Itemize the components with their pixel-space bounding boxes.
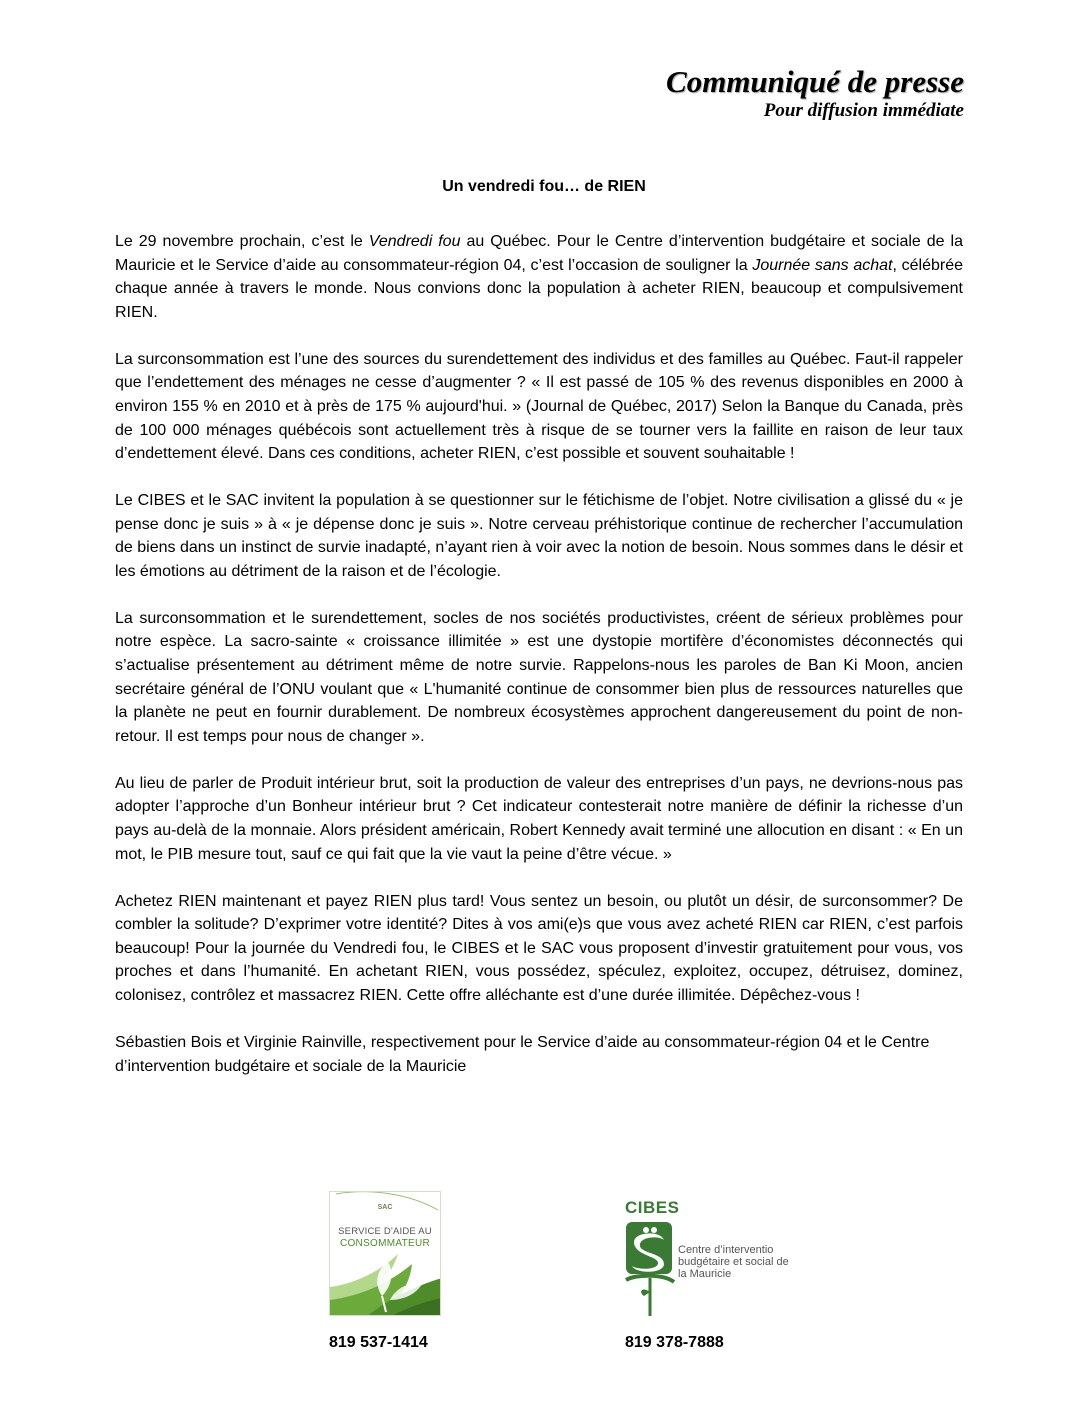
paragraph-1-text-b: au Québec. Pour le Centre d’intervention budgétaire et sociale de la Mauricie et le Service d’aide au consommateur-région 04, c’est l’occasion de souligner la xyxy=(115,233,964,274)
cibes-name: Centre d’interventio budgétaire et social de la Mauricie xyxy=(678,1244,789,1280)
press-release-header xyxy=(666,64,964,122)
paragraph-1 xyxy=(115,230,963,324)
signature: Sébastien Bois et Virginie Rainville, respectivement pour le Service d’aide au consommateur-région 04 et le Centre d’intervention budgétaire et sociale de la Mauricie xyxy=(115,1033,930,1075)
headline: Un vendredi fou… de RIEN xyxy=(442,178,646,195)
paragraph-1-emphasis-a: Vendredi fou xyxy=(368,233,461,250)
document-subtitle: Pour diffusion immédiate xyxy=(763,100,964,121)
body-text xyxy=(115,230,963,1078)
paragraph-5: Au lieu de parler de Produit intérieur brut, soit la production de valeur des entreprises d’un pays, ne devrions-nous pas adopter l’approche d’un Bonheur intérieur brut ? Cet indicateur contesterait notre manière de définir la richesse d’un pays au-delà de la monnaie. Alors président américain, Robert Kennedy avait terminé une allocution en disant : « En un mot, le PIB mesure tout, sauf ce qui fait que la vie vaut la peine d’être vécue. » xyxy=(115,774,963,863)
sac-name-line2: CONSOMMATEUR xyxy=(339,1238,431,1249)
document-title: Communiqué de presse xyxy=(666,64,964,99)
cibes-family-logo-icon xyxy=(620,1220,680,1316)
sac-acronym: SAC xyxy=(377,1204,393,1211)
paragraph-3: Le CIBES et le SAC invitent la population à se questionner sur le fétichisme de l’objet. Notre civilisation a glissé du « je pense donc je suis » à « je dépense donc je suis ». Notre cerveau préhistorique continue de rechercher l’accumulation de biens dans un instinct de survie inadapté, n’ayant rien à voir avec la notion de besoin. Nous sommes dans le désir et les émotions au détriment de la raison et de l’écologie. xyxy=(115,492,963,580)
sac-phone-number: 819 537-1414 xyxy=(329,1334,428,1351)
cibes-phone-number: 819 378-7888 xyxy=(625,1334,724,1351)
paragraph-4: La surconsommation et le surendettement, socles de nos sociétés productivistes, créent de sérieux problèmes pour notre espèce. La sacro-sainte « croissance illimitée » est une dystopie mortifère d’économistes déconnectés qui s’actualise présentement au détriment même de notre survie. Rappelons-nous les paroles de Ban Ki Moon, ancien secrétaire général de l’ONU voulant que « L'humanité continue de consommer bien plus de ressources naturelles que la planète ne peut en fournir durablement. De nombreux écosystèmes approchent dangereusement du point de non-retour. Il est temps pour nous de changer ». xyxy=(115,609,963,745)
sac-logo xyxy=(329,1191,441,1316)
cibes-logo xyxy=(620,1198,790,1318)
sac-name-line1: SERVICE D'AIDE AU xyxy=(338,1226,432,1237)
paragraph-2: La surconsommation est l’une des sources du surendettement des individus et des familles au Québec. Faut-il rappeler que l’endettement des ménages ne cesse d’augmenter ? « Il est passé de 105 % des revenus disponibles en 2000 à environ 155 % en 2010 et à près de 175 % aujourd'hui. » (Journal de Québec, 2017) Selon la Banque du Canada, près de 100 000 ménages québécois sont actuellement très à risque de se tourner vers la faillite en raison de leur taux d’endettement élevé. Dans ces conditions, acheter RIEN, c’est possible et souvent souhaitable ! xyxy=(115,350,963,463)
paragraph-1-emphasis-b: Journée sans achat xyxy=(752,256,893,274)
paragraph-1-text-a: Le 29 novembre prochain, c’est le xyxy=(115,233,369,250)
cibes-acronym: CIBES xyxy=(625,1198,680,1217)
paragraph-1-text-c: , célébrée chaque année à travers le monde. Nous convions donc la population à acheter RIEN, beaucoup et compulsivement RIEN. xyxy=(115,256,963,321)
paragraph-6: Achetez RIEN maintenant et payez RIEN plus tard! Vous sentez un besoin, ou plutôt un désir, de surconsommer? De combler la solitude? D’exprimer votre identité? Dites à vos ami(e)s que vous avez acheté RIEN car RIEN, c’est parfois beaucoup! Pour la journée du Vendredi fou, le CIBES et le SAC vous proposent d’investir gratuitement pour vous, vos proches et dans l’humanité. En achetant RIEN, vous possédez, spéculez, exploitez, occupez, détruisez, dominez, colonisez, contrôlez et massacrez RIEN. Cette offre alléchante est d’une durée illimitée. Dépêchez-vous ! xyxy=(115,892,963,1004)
